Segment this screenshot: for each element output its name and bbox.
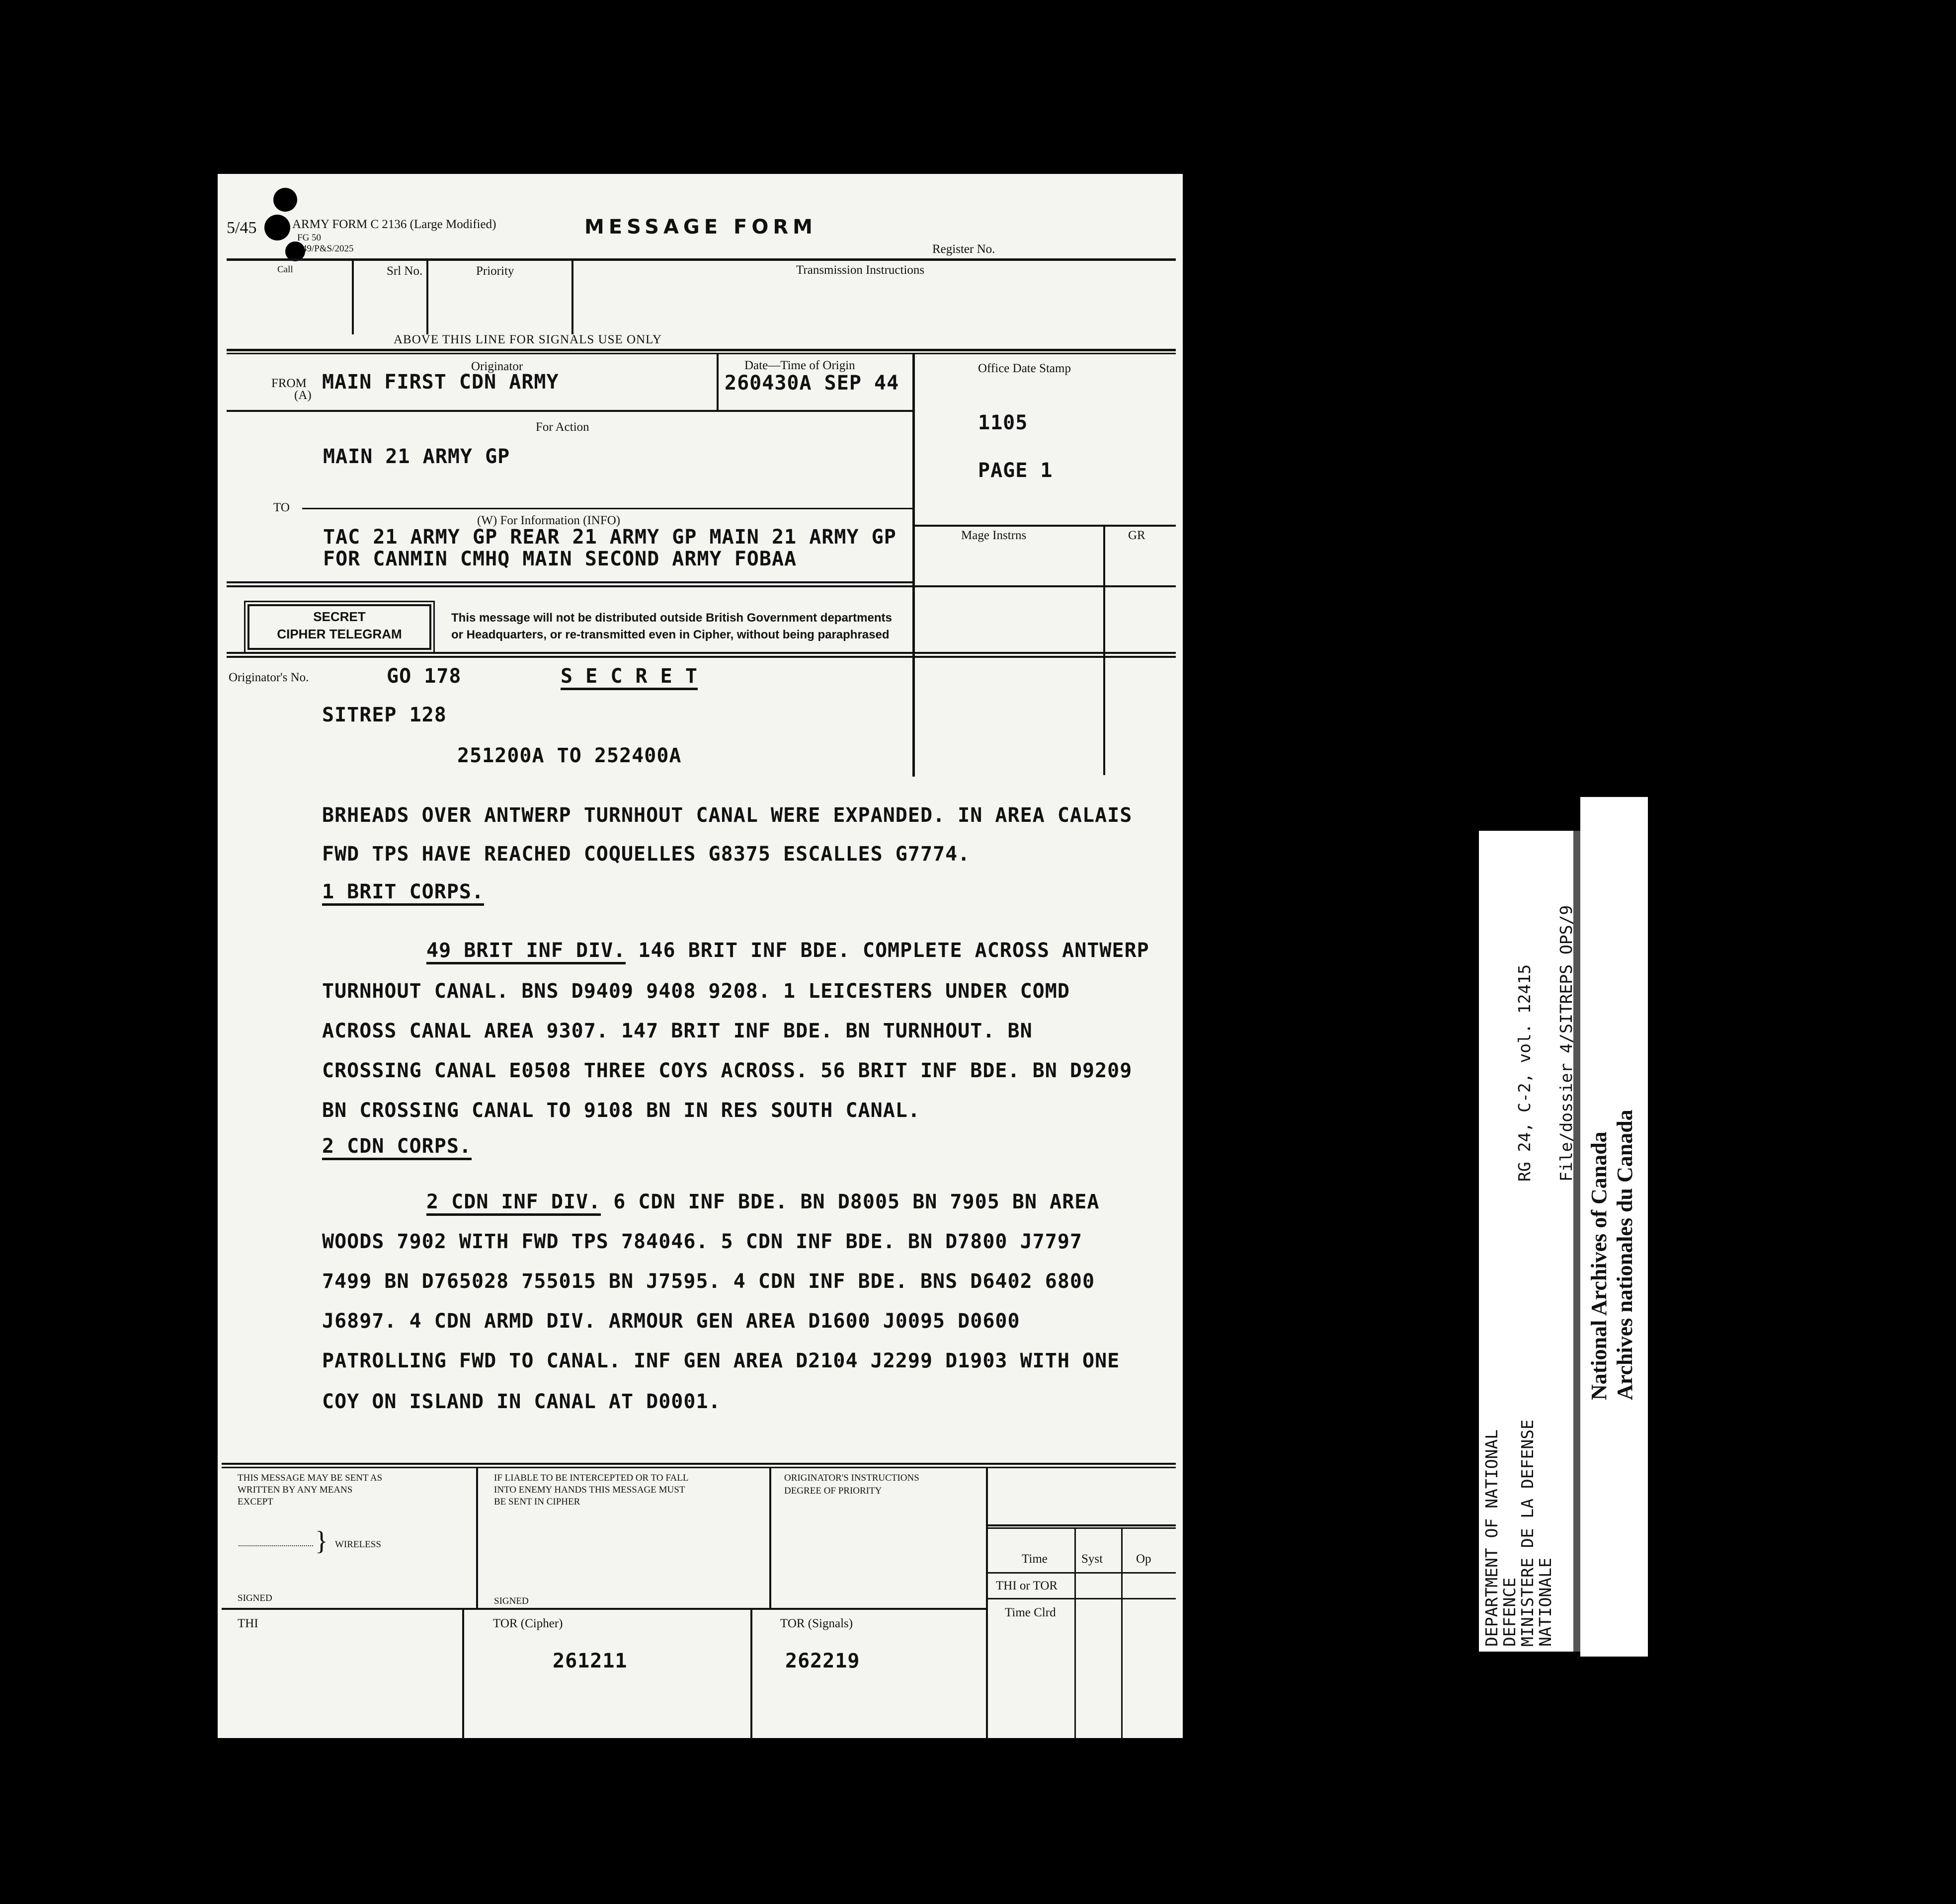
office-stamp-label: Office Date Stamp	[978, 362, 1071, 375]
message-line: 7499 BN D765028 755015 BN J7595. 4 CDN INF BDE. BNS D6402 6800	[322, 1270, 1095, 1293]
secret-box-text: SECRET	[313, 609, 366, 624]
department-line: DEPARTMENT OF NATIONAL	[1482, 1429, 1501, 1647]
message-line: 146 BRIT INF BDE. COMPLETE ACROSS ANTWERP	[626, 939, 1149, 962]
footer-text: IF LIABLE TO BE INTERCEPTED OR TO FALL	[494, 1473, 689, 1483]
signed-label: SIGNED	[238, 1593, 272, 1603]
message-line: ACROSS CANAL AREA 9307. 147 BRIT INF BDE. BN TURNHOUT. BN	[322, 1020, 1033, 1042]
national-archives-line: Archives nationales du Canada	[1613, 1110, 1637, 1400]
from-label: FROM	[271, 377, 307, 390]
dto-value: 260430A SEP 44	[725, 372, 899, 395]
stamp-value: 1105	[978, 411, 1028, 434]
message-line: CROSSING CANAL E0508 THREE COYS ACROSS. 56 BRIT INF BDE. BN D9209	[322, 1059, 1133, 1082]
gr-label: GR	[1128, 529, 1145, 542]
signals-use-line: ABOVE THIS LINE FOR SIGNALS USE ONLY	[394, 333, 662, 346]
department-text	[1483, 1420, 1554, 1647]
to-label: TO	[273, 501, 290, 514]
footer-text: WRITTEN BY ANY MEANS	[238, 1485, 353, 1495]
archive-reference-text	[1504, 905, 1587, 1182]
mage-instrns-label: Mage Instrns	[961, 529, 1027, 542]
secret-box-text: CIPHER TELEGRAM	[277, 627, 402, 641]
division-heading: 2 CDN INF DIV.	[426, 1190, 601, 1216]
message-line: FWD TPS HAVE REACHED COQUELLES G8375 ESCALLES G7774.	[322, 843, 971, 866]
message-line: BRHEADS OVER ANTWERP TURNHOUT CANAL WERE EXPANDED. IN AREA CALAIS	[322, 804, 1133, 827]
brace-icon: }	[315, 1526, 328, 1556]
originators-no-value: GO 178	[387, 665, 462, 688]
division-heading: 49 BRIT INF DIV.	[426, 939, 626, 964]
tor-cipher-label: TOR (Cipher)	[493, 1617, 563, 1630]
wireless-blank	[239, 1545, 313, 1546]
col-transmission-label: Transmission Instructions	[796, 263, 925, 277]
footer-text: INTO ENEMY HANDS THIS MESSAGE MUST	[494, 1485, 685, 1495]
register-label: Register No.	[932, 242, 995, 256]
dto-label: Date—Time of Origin	[744, 359, 855, 372]
sitrep-period: 251200A TO 252400A	[457, 744, 682, 767]
time-clrd-label: Time Clrd	[1005, 1606, 1056, 1619]
wireless-label: WIRELESS	[335, 1539, 381, 1550]
tor-cipher-value: 261211	[553, 1650, 628, 1672]
footer-text: ORIGINATOR'S INSTRUCTIONS	[784, 1473, 919, 1483]
time-label: Time	[1022, 1552, 1048, 1566]
footer-text: EXCEPT	[238, 1497, 273, 1507]
sitrep-number: SITREP 128	[322, 704, 447, 726]
op-label: Op	[1136, 1552, 1151, 1566]
info-label: (W) For Information (INFO)	[477, 514, 621, 527]
footer-text: BE SENT IN CIPHER	[494, 1497, 580, 1507]
department-line: DEFENCE	[1500, 1577, 1519, 1647]
form-ref-number: 5/45	[227, 219, 257, 237]
info-line: TAC 21 ARMY GP REAR 21 ARMY GP MAIN 21 ARMY GP	[323, 526, 896, 549]
department-line: NATIONALE	[1536, 1558, 1555, 1647]
for-action-label: For Action	[536, 420, 589, 434]
syst-label: Syst	[1081, 1552, 1103, 1566]
from-value: MAIN FIRST CDN ARMY	[322, 371, 559, 394]
footer-text: THIS MESSAGE MAY BE SENT AS	[238, 1473, 383, 1483]
archive-reference-line: RG 24, C-2, vol. 12415	[1515, 964, 1534, 1182]
message-line: TURNHOUT CANAL. BNS D9409 9408 9208. 1 LEICESTERS UNDER COMD	[322, 980, 1070, 1003]
message-line: PATROLLING FWD TO CANAL. INF GEN AREA D2104 J2299 D1903 WITH ONE	[322, 1349, 1120, 1372]
message-line: 6 CDN INF BDE. BN D8005 BN 7905 BN AREA	[601, 1190, 1100, 1213]
info-line: FOR CANMIN CMHQ MAIN SECOND ARMY FOBAA	[323, 548, 797, 570]
punch-hole	[273, 188, 297, 212]
punch-hole	[264, 215, 290, 240]
col-srl-label: Srl No.	[387, 264, 423, 278]
archive-reference-line: File/dossier 4/SITREPS OPS/9	[1556, 905, 1576, 1182]
distribution-notice: This message will not be distributed outside British Government departments	[451, 611, 892, 625]
action-value: MAIN 21 ARMY GP	[323, 445, 510, 468]
signed-label: SIGNED	[494, 1596, 529, 1606]
distribution-notice: or Headquarters, or re-transmitted even in Cipher, without being paraphrased	[451, 628, 890, 641]
message-line: COY ON ISLAND IN CANAL AT D0001.	[322, 1390, 721, 1413]
message-form-sheet	[218, 174, 1183, 1738]
tor-signals-value: 262219	[785, 1650, 860, 1672]
message-line: BN CROSSING CANAL TO 9108 BN IN RES SOUTH CANAL.	[322, 1099, 920, 1122]
secret-cipher-box	[247, 604, 431, 650]
col-priority-label: Priority	[476, 264, 514, 278]
tor-signals-label: TOR (Signals)	[780, 1617, 853, 1630]
secret-heading: S E C R E T	[561, 665, 698, 690]
form-code: 49/P&S/2025	[302, 243, 354, 254]
page-number: PAGE 1	[978, 459, 1053, 482]
originator-label: Originator	[471, 360, 523, 373]
national-archives-line: National Archives of Canada	[1587, 1131, 1611, 1400]
col-call-label: Call	[277, 264, 293, 275]
message-line: J6897. 4 CDN ARMD DIV. ARMOUR GEN AREA D1600 J0095 D0600	[322, 1310, 1020, 1333]
footer-text: DEGREE OF PRIORITY	[784, 1486, 882, 1496]
form-name: ARMY FORM C 2136 (Large Modified)	[292, 218, 496, 231]
form-code: FG 50	[297, 233, 322, 243]
corps-heading: 2 CDN CORPS.	[322, 1135, 472, 1160]
national-archives-text	[1586, 1110, 1638, 1400]
thi-label: THI	[238, 1617, 258, 1630]
originators-no-label: Originator's No.	[229, 671, 309, 684]
corps-heading: 1 BRIT CORPS.	[322, 880, 484, 906]
department-line: MINISTERE DE LA DEFENSE	[1518, 1420, 1537, 1647]
form-title: MESSAGE FORM	[584, 216, 817, 238]
from-sub-label: (A)	[294, 389, 312, 402]
message-line: WOODS 7902 WITH FWD TPS 784046. 5 CDN INF BDE. BN D7800 J7797	[322, 1230, 1083, 1253]
thi-tor-label: THI or TOR	[996, 1579, 1058, 1592]
